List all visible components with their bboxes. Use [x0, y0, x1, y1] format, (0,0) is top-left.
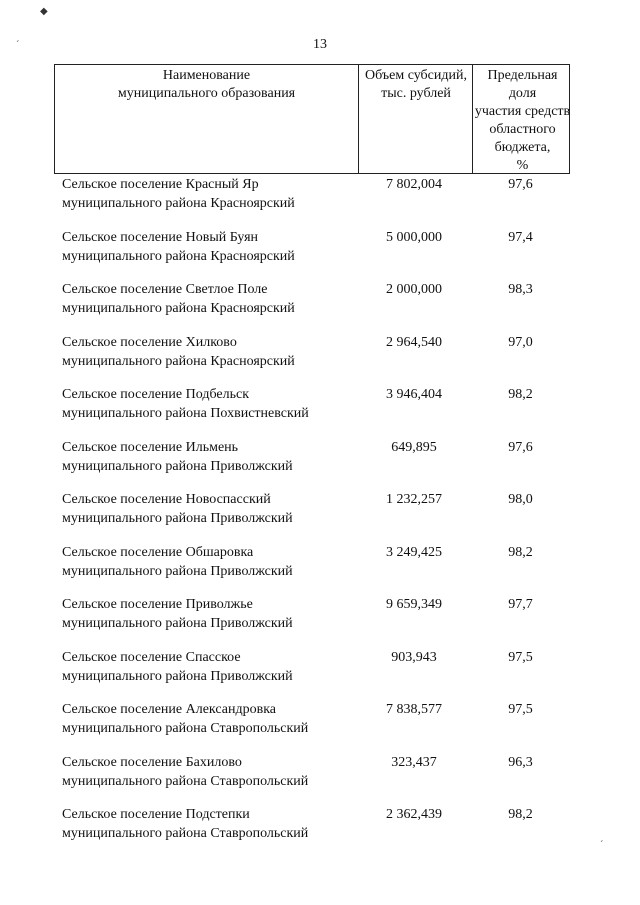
municipality-name [62, 805, 362, 843]
budget-share: 97,6 [508, 439, 533, 455]
municipality-name [62, 333, 362, 371]
municipality-name-line1: Сельское поселение Спасское [62, 649, 241, 665]
budget-share: 98,0 [508, 492, 533, 507]
municipality-name [62, 438, 362, 476]
municipality-name-line2: муниципального района Приволжский [62, 563, 293, 579]
subsidy-volume: 5 000,000 [386, 229, 442, 245]
budget-share: 96,3 [508, 754, 533, 770]
page-number: 13 [313, 37, 327, 52]
municipality-name-line2: муниципального района Приволжский [62, 511, 293, 526]
budget-share: 97,5 [508, 649, 533, 665]
subsidy-volume: 2 362,439 [386, 807, 442, 822]
municipality-name [62, 490, 362, 528]
table-row [54, 489, 570, 542]
municipality-name-line1: Сельское поселение Обшаровка [62, 544, 254, 560]
municipality-name [62, 280, 362, 318]
subsidy-volume: 7 838,577 [386, 702, 442, 717]
municipality-name [62, 385, 362, 423]
header-name [55, 65, 358, 173]
subsidy-table [54, 64, 570, 857]
table-body [54, 174, 570, 857]
scan-mark-left: ˊ [16, 40, 20, 51]
municipality-name [62, 753, 362, 791]
header-share [472, 65, 572, 173]
budget-share: 97,7 [508, 597, 533, 612]
municipality-name-line2: муниципального района Приволжский [62, 458, 293, 474]
municipality-name-line2: муниципального района Красноярский [62, 196, 295, 211]
header-share-line: доля [508, 86, 537, 101]
municipality-name-line1: Сельское поселение Ильмень [62, 439, 239, 455]
table-row [54, 279, 570, 332]
header-volume-line: Объем субсидий, [365, 68, 467, 83]
budget-share: 98,3 [508, 282, 533, 297]
subsidy-volume: 2 964,540 [386, 334, 442, 350]
header-name-line: Наименование [162, 68, 251, 83]
header-volume-line: тыс. рублей [381, 86, 451, 101]
budget-share: 97,4 [508, 229, 533, 245]
municipality-name-line1: Сельское поселение Александровка [62, 702, 277, 717]
budget-share: 98,2 [508, 387, 533, 402]
subsidy-volume: 7 802,004 [386, 177, 442, 192]
subsidy-volume: 9 659,349 [386, 597, 442, 612]
header-share-line: Предельная [487, 68, 558, 83]
header-share-line: участия средств [474, 104, 571, 119]
municipality-name-line2: муниципального района Похвистневский [62, 406, 309, 421]
municipality-name [62, 595, 362, 633]
table-row [54, 174, 570, 227]
municipality-name-line1: Сельское поселение Приволжье [62, 597, 253, 612]
municipality-name-line1: Сельское поселение Красный Яр [62, 177, 259, 192]
header-volume [358, 65, 473, 173]
municipality-name-line2: муниципального района Ставропольский [62, 826, 309, 841]
municipality-name-line2: муниципального района Приволжский [62, 668, 293, 684]
budget-share: 98,2 [508, 544, 533, 560]
table-row [54, 647, 570, 700]
table-header [54, 64, 570, 174]
header-name-line: муниципального образования [117, 86, 296, 101]
table-row [54, 594, 570, 647]
municipality-name-line1: Сельское поселение Бахилово [62, 754, 242, 770]
budget-share: 98,2 [508, 807, 533, 822]
scan-mark-right: ˊ [600, 840, 604, 851]
municipality-name-line2: муниципального района Красноярский [62, 301, 295, 316]
municipality-name-line1: Сельское поселение Подбельск [62, 387, 249, 402]
subsidy-volume: 323,437 [391, 754, 437, 770]
subsidy-volume: 1 232,257 [386, 492, 442, 507]
municipality-name [62, 700, 362, 738]
table-row [54, 699, 570, 752]
scan-mark-top-left: ◆ [40, 6, 48, 17]
municipality-name-line1: Сельское поселение Светлое Поле [62, 282, 268, 297]
subsidy-volume: 3 249,425 [386, 544, 442, 560]
subsidy-volume: 903,943 [391, 649, 437, 665]
municipality-name-line1: Сельское поселение Новоспасский [62, 492, 271, 507]
budget-share: 97,6 [508, 177, 533, 192]
table-row [54, 332, 570, 385]
table-row [54, 752, 570, 805]
subsidy-volume: 649,895 [391, 439, 437, 455]
municipality-name-line1: Сельское поселение Подстепки [62, 807, 250, 822]
municipality-name-line2: муниципального района Красноярский [62, 353, 295, 369]
municipality-name-line2: муниципального района Ставропольский [62, 773, 309, 789]
table-row [54, 227, 570, 280]
header-share-line: областного [489, 122, 556, 137]
municipality-name-line1: Сельское поселение Хилково [62, 334, 237, 350]
table-row [54, 804, 570, 857]
municipality-name-line2: муниципального района Красноярский [62, 248, 295, 264]
table-row [54, 384, 570, 437]
municipality-name-line2: муниципального района Приволжский [62, 616, 293, 631]
municipality-name [62, 175, 362, 213]
table-row [54, 437, 570, 490]
header-share-line: % [516, 158, 529, 173]
subsidy-volume: 3 946,404 [386, 387, 442, 402]
table-row [54, 542, 570, 595]
budget-share: 97,5 [508, 702, 533, 717]
header-share-line: бюджета, [494, 140, 551, 155]
municipality-name [62, 543, 362, 581]
municipality-name-line1: Сельское поселение Новый Буян [62, 229, 259, 245]
municipality-name [62, 228, 362, 266]
municipality-name [62, 648, 362, 686]
budget-share: 97,0 [508, 334, 533, 350]
municipality-name-line2: муниципального района Ставропольский [62, 721, 309, 736]
subsidy-volume: 2 000,000 [386, 282, 442, 297]
